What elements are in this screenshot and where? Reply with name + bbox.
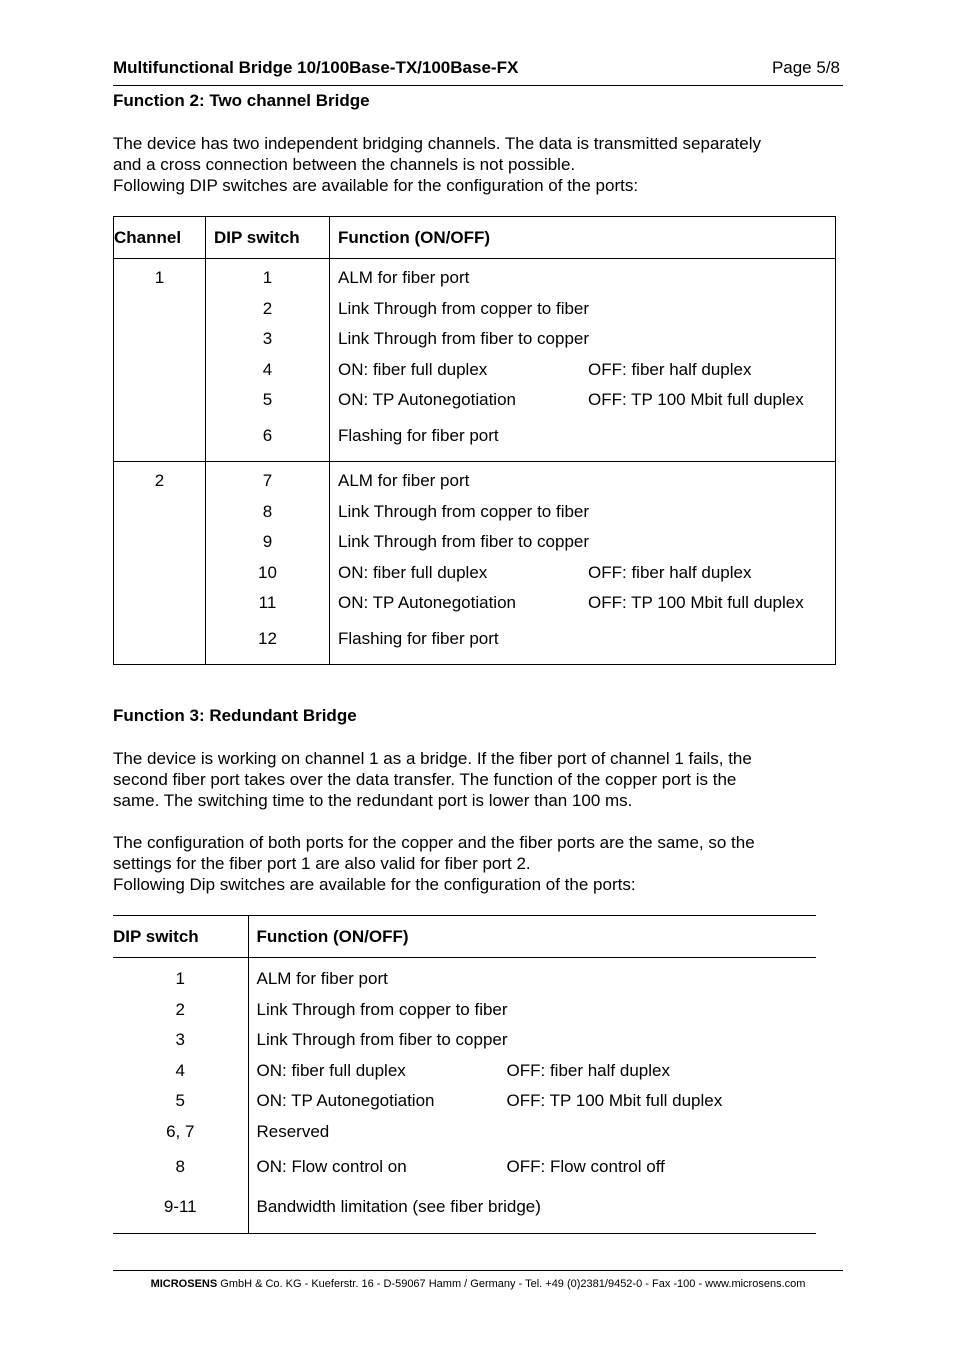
channel-cell [114, 462, 206, 665]
header-divider [113, 85, 843, 86]
dip-number: 9 [262, 532, 273, 551]
function-off: OFF: fiber half duplex [588, 562, 752, 582]
function-line [338, 385, 835, 416]
table-header-row [113, 916, 816, 958]
paragraph-line: settings for the fiber port 1 are also valid for fiber port 2. [113, 854, 531, 873]
dip-number: 6 [262, 425, 273, 445]
channel-cell [114, 259, 206, 462]
company-address: GmbH & Co. KG - Kueferstr. 16 - D-59067 Hamm / Germany - Tel. +49 (0)2381/9452-0 - Fax -100 - www.microsens.com [217, 1278, 806, 1290]
dip-number: 2 [262, 298, 273, 318]
function-on: Flashing for fiber port [338, 628, 499, 648]
function-line [338, 466, 835, 497]
column-header-channel: Channel [114, 217, 206, 259]
function-on: ON: fiber full duplex [256, 1060, 406, 1080]
function-cell [330, 259, 836, 462]
paragraph-line: The device has two independent bridging channels. The data is transmitted separately [113, 134, 761, 153]
column-header-dip-switch: DIP switch [206, 217, 330, 259]
paragraph-line: Following Dip switches are available for the configuration of the ports: [113, 875, 636, 894]
two-channel-dip-table [113, 216, 836, 665]
function-on: Bandwidth limitation (see fiber bridge) [256, 1197, 541, 1216]
function-line [257, 995, 817, 1026]
function-off: OFF: Flow control off [506, 1157, 665, 1176]
function2-heading: Function 2: Two channel Bridge [113, 91, 370, 110]
channel-group-row [114, 259, 836, 462]
function-line [338, 294, 835, 325]
function-line [257, 1025, 817, 1056]
redundant-bridge-dip-table [113, 915, 816, 1234]
function-on: Link Through from copper to fiber [338, 501, 590, 521]
function-cell [330, 462, 836, 665]
dip-cell [206, 462, 330, 665]
function-line [257, 964, 817, 995]
function-line [338, 588, 835, 619]
function-line [257, 1187, 817, 1227]
function-off: OFF: fiber half duplex [506, 1060, 670, 1080]
channel-number: 2 [154, 471, 165, 490]
function-cell [248, 958, 816, 1234]
paragraph-line: and a cross connection between the channels is not possible. [113, 155, 576, 174]
function-line [257, 1117, 817, 1148]
function-line [338, 527, 835, 558]
function-on: ALM for fiber port [338, 268, 470, 287]
dip-cell [113, 958, 248, 1234]
function-line [338, 558, 835, 589]
table-header-row [114, 217, 836, 259]
function-line [338, 619, 835, 659]
table-body-row [113, 958, 816, 1234]
dip-number: 12 [258, 628, 277, 648]
dip-number: 5 [262, 390, 273, 409]
function-on: Link Through from copper to fiber [256, 999, 508, 1019]
function-on: Link Through from fiber to copper [338, 329, 590, 348]
channel-group-row [114, 462, 836, 665]
paragraph-line: The device is working on channel 1 as a bridge. If the fiber port of channel 1 fails, the [113, 749, 752, 768]
function-on: ON: TP Autonegotiation [256, 1091, 435, 1110]
function-line [257, 1147, 817, 1187]
dip-number: 9-11 [163, 1197, 197, 1216]
function-line [338, 263, 835, 294]
function-line [338, 416, 835, 456]
dip-number: 1 [262, 268, 273, 287]
dip-number: 7 [262, 471, 273, 490]
function-off: OFF: TP 100 Mbit full duplex [588, 390, 804, 409]
function-line [338, 324, 835, 355]
dip-number: 5 [175, 1091, 185, 1110]
page-footer [113, 1278, 843, 1290]
function-line [338, 355, 835, 386]
function-on: Flashing for fiber port [338, 425, 499, 445]
function-line [257, 1056, 817, 1087]
dip-number: 3 [262, 329, 273, 348]
page-number: Page 5/8 [771, 58, 840, 77]
function3-heading: Function 3: Redundant Bridge [113, 706, 357, 725]
dip-number: 4 [175, 1060, 185, 1080]
channel-number: 1 [154, 268, 165, 287]
function-on: ON: fiber full duplex [338, 562, 488, 582]
function-on: Reserved [256, 1121, 330, 1141]
function-off: OFF: fiber half duplex [588, 359, 752, 379]
function-on: Link Through from copper to fiber [338, 298, 590, 318]
paragraph-line: The configuration of both ports for the copper and the fiber ports are the same, so the [113, 833, 755, 852]
function-on: Link Through from fiber to copper [256, 1030, 508, 1049]
column-header-function: Function (ON/OFF) [330, 217, 836, 259]
function-on: ON: Flow control on [256, 1157, 407, 1176]
dip-number: 1 [175, 969, 185, 988]
function-on: ALM for fiber port [338, 471, 470, 490]
paragraph-line: second fiber port takes over the data transfer. The function of the copper port is the [113, 770, 737, 789]
function-line [257, 1086, 817, 1117]
function-on: ON: fiber full duplex [338, 359, 488, 379]
dip-number: 3 [175, 1030, 185, 1049]
footer-divider [113, 1270, 843, 1271]
document-title: Multifunctional Bridge 10/100Base-TX/100Base-FX [113, 58, 519, 77]
dip-number: 6, 7 [166, 1121, 195, 1141]
function-on: ALM for fiber port [256, 969, 388, 988]
function-off: OFF: TP 100 Mbit full duplex [588, 593, 804, 612]
column-header-function: Function (ON/OFF) [248, 916, 816, 958]
function-on: ON: TP Autonegotiation [338, 390, 516, 409]
dip-number: 11 [258, 593, 277, 612]
column-header-dip-switch: DIP switch [113, 916, 248, 958]
paragraph-line: same. The switching time to the redundant port is lower than 100 ms. [113, 791, 633, 810]
dip-number: 8 [262, 501, 273, 521]
function3-paragraph-1 [113, 748, 843, 811]
company-brand: MICROSENS [150, 1278, 218, 1290]
dip-number: 2 [175, 999, 185, 1019]
dip-number: 10 [258, 562, 277, 582]
dip-cell [206, 259, 330, 462]
function-off: OFF: TP 100 Mbit full duplex [506, 1091, 723, 1110]
function2-paragraph [113, 133, 843, 196]
function-on: Link Through from fiber to copper [338, 532, 590, 551]
function3-paragraph-2 [113, 832, 843, 895]
paragraph-line: Following DIP switches are available for the configuration of the ports: [113, 176, 639, 195]
function-line [338, 497, 835, 528]
dip-number: 4 [262, 359, 273, 379]
function-on: ON: TP Autonegotiation [338, 593, 516, 612]
dip-number: 8 [175, 1157, 185, 1176]
